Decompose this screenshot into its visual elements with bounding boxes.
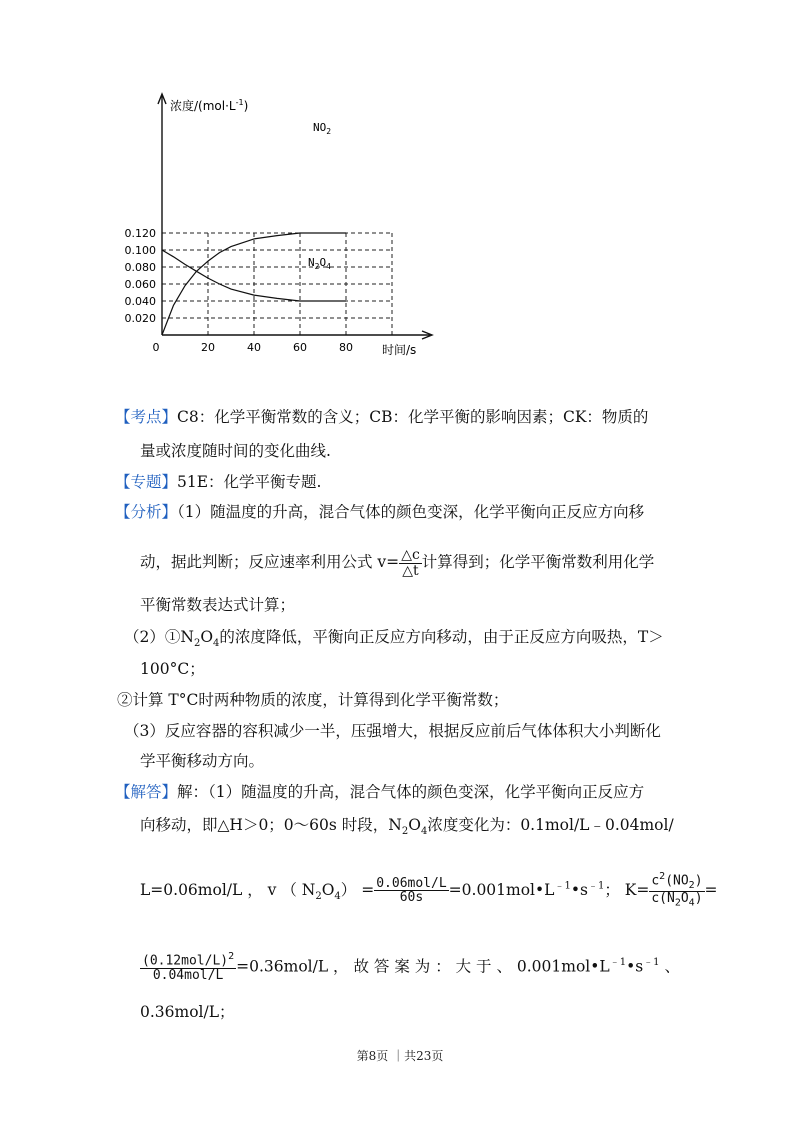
series-label-no2: $NO_2$ — [313, 121, 332, 136]
jieda-line-4: $\frac{(0.12mol/L)^2}{\text{0.04mol/L}}$ =0.36mol/L ， 故 答 案 为 ： 大 于 、 $0.001mol•L^{﹣1}•s^{﹣1}$ 、 — [142, 951, 680, 983]
y-tick-label: 0.020 — [124, 312, 156, 325]
y-tick-label: 0.040 — [124, 295, 156, 308]
x-tick-label: 0 — [152, 341, 160, 354]
jieda-line-1: 【解答】解：（1）随温度的升高，混合气体的颜色变深，化学平衡向正反应方 — [115, 783, 645, 801]
jieda-tag: 【解答】 — [115, 783, 178, 801]
kaodian-tag: 【考点】 — [115, 408, 178, 426]
concentration-time-chart — [110, 88, 440, 363]
fenxi-line-6: ②计算 T°C时两种物质的浓度，计算得到化学平衡常数； — [117, 691, 509, 709]
jieda-line-2: 向移动，即△H＞0；0～60s 时段，$N_2O_4$浓度变化为：0.1mol/L﹣0.04mol/ — [140, 816, 674, 838]
x-tick-label: 60 — [293, 341, 307, 354]
y-tick-label: 0.080 — [124, 261, 156, 274]
y-tick-label: 0.060 — [124, 278, 156, 291]
chart-axes — [158, 94, 432, 339]
x-tick-label: 80 — [339, 341, 353, 354]
chart-grid — [162, 233, 392, 335]
fenxi-line-4: $(2)①N_2O_4$的浓度降低，平衡向正反应方向移动，由于正反应方向吸热，T＞ — [124, 628, 664, 650]
page-footer: 第8页 ｜共23页 — [356, 1049, 444, 1063]
zhuanti-line: 【专题】51E：化学平衡专题. — [115, 473, 322, 491]
zhuanti-tag: 【专题】 — [115, 473, 178, 491]
series-label-n2o4: $N_2O_4$ — [308, 256, 331, 271]
kaodian-line-1: 【考点】C8：化学平衡常数的含义；CB：化学平衡的影响因素；CK：物质的 — [115, 408, 649, 426]
jieda-line-5: 0.36mol/L； — [140, 1003, 235, 1021]
rate-formula-fraction: $\frac{\triangle c}{\triangle t}$ — [401, 547, 420, 579]
equilibrium-constant-fraction: $\frac{c^2(NO_2)}{c(N_2O_4)}$ — [651, 871, 703, 910]
fenxi-line-1: 【分析】（1）随温度的升高，混合气体的颜色变深，化学平衡向正反应方向移 — [115, 503, 645, 521]
y-axis-label-sup: -1 — [235, 98, 244, 107]
x-tick-label: 20 — [201, 341, 215, 354]
y-tick-label: 0.100 — [124, 244, 156, 257]
k-value-fraction: $\frac{(0.12mol/L)^2}{\text{0.04mol/L}}$ — [142, 951, 235, 983]
fenxi-line-8: 学平衡移动方向。 — [140, 752, 265, 770]
jieda-line-3: L=0.06mol/L ， v （ $N_2O_4$） = $\frac{\text{0.06mol/L}}{60s}$ $=0.001mol•L^{﹣1}•s^{﹣1}$； K= $\frac{c^2(NO_2)}{c(N_2O_4)}$ = — [140, 871, 718, 910]
fenxi-tag: 【分析】 — [115, 503, 178, 521]
fenxi-line-5: 100°C； — [140, 660, 205, 678]
fenxi-line-2: 动，据此判断；反应速率利用公式 v= $\frac{\triangle c}{\triangle t}$ 计算得到；化学平衡常数利用化学 — [140, 547, 655, 579]
fenxi-line-7: （3）反应容器的容积减少一半，压强增大，根据反应前后气体体积大小判断化 — [124, 722, 661, 740]
x-tick-label: 40 — [247, 341, 261, 354]
y-axis-label: 浓度$/(mol\cdot L^{-1})$ — [170, 98, 249, 113]
x-axis-label: 时间/s — [382, 343, 417, 357]
fenxi-line-3: 平衡常数表达式计算； — [140, 596, 296, 614]
y-tick-label: 0.120 — [124, 227, 156, 240]
kaodian-line-2: 量或浓度随时间的变化曲线. — [140, 442, 331, 460]
rate-value-fraction: $\frac{\text{0.06mol/L}}{60s}$ — [376, 875, 447, 906]
